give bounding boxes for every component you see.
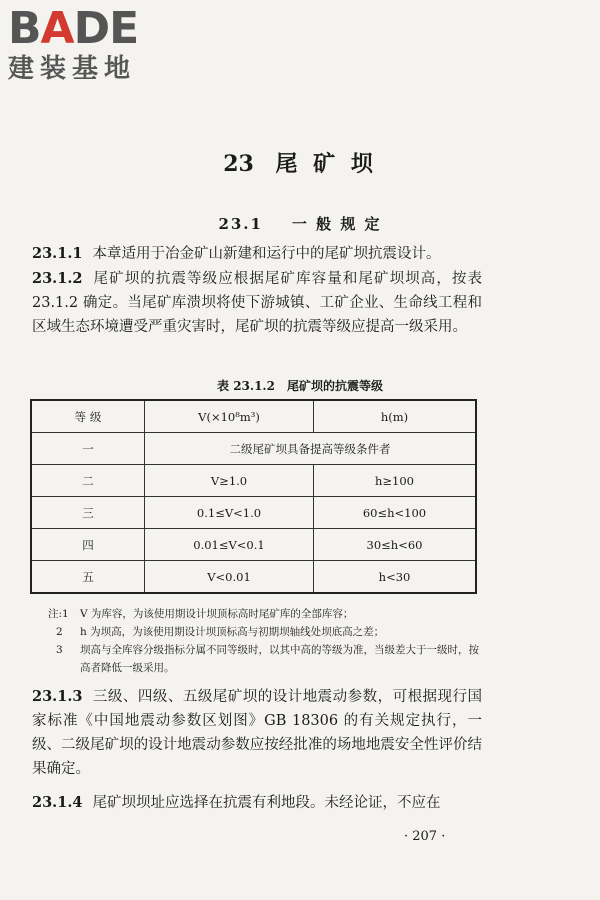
grade-cell: 二 xyxy=(31,465,145,497)
height-cell: 60≤h<100 xyxy=(314,497,477,529)
note-number xyxy=(48,605,69,623)
capacity-cell: 0.1≤V<1.0 xyxy=(145,497,314,529)
section-heading xyxy=(0,213,600,234)
clause-text: 本章适用于冶金矿山新建和运行中的尾矿坝抗震设计。 xyxy=(92,246,441,262)
note-item xyxy=(56,623,486,641)
note-text: V 为库容，为该使用期设计坝顶标高时尾矿库的全部库容； xyxy=(80,608,354,620)
clause-id: 23.1.2 xyxy=(32,270,83,287)
capacity-cell: 0.01≤V<0.1 xyxy=(145,529,314,561)
table-number: 表 23.1.2 xyxy=(217,379,275,393)
table-row xyxy=(31,561,476,594)
note-item xyxy=(56,641,486,677)
section-title: 一 般 规 定 xyxy=(291,215,382,233)
clause-text: 尾矿坝坝址应选择在抗震有利地段。未经论证，不应在 xyxy=(92,795,441,811)
logo-subtitle: 建装基地 xyxy=(8,54,137,84)
chapter-title: 尾 矿 坝 xyxy=(275,151,377,177)
table-caption xyxy=(0,377,600,394)
table-header-row xyxy=(31,400,476,433)
clause-id: 23.1.3 xyxy=(32,688,83,705)
grade-cell: 四 xyxy=(31,529,145,561)
logo-letter-b: B xyxy=(8,3,41,54)
table-row xyxy=(31,465,476,497)
merged-condition-cell: 二级尾矿坝具备提高等级条件者 xyxy=(145,433,477,465)
capacity-cell: V<0.01 xyxy=(145,561,314,594)
clause-23-1-4 xyxy=(32,791,482,815)
chapter-number: 23 xyxy=(223,151,254,177)
note-item xyxy=(48,605,486,623)
clause-id: 23.1.4 xyxy=(32,794,83,811)
table-row xyxy=(31,433,476,465)
capacity-cell: V≥1.0 xyxy=(145,465,314,497)
page-number: · 207 · xyxy=(404,829,446,844)
note-num: 1 xyxy=(62,608,69,620)
seismic-grade-table xyxy=(30,399,477,594)
note-text: h 为坝高，为该使用期设计坝顶标高与初期坝轴线处坝底高之差； xyxy=(80,626,385,638)
clause-23-1-3 xyxy=(32,685,482,781)
grade-cell: 五 xyxy=(31,561,145,594)
clause-23-1-2 xyxy=(32,267,482,339)
note-text: 坝高与全库容分级指标分属不同等级时，以其中高的等级为准，当级差大于一级时，按高者降低一级采用。 xyxy=(80,644,479,674)
bade-logo xyxy=(8,3,178,84)
header-capacity: V(×10⁸m³) xyxy=(145,400,314,433)
grade-cell: 三 xyxy=(31,497,145,529)
table-row xyxy=(31,497,476,529)
height-cell: 30≤h<60 xyxy=(314,529,477,561)
grade-cell: 一 xyxy=(31,433,145,465)
note-number: 2 xyxy=(56,626,63,638)
clause-text: 尾矿坝的抗震等级应根据尾矿库容量和尾矿坝坝高，按表 23.1.2 确定。当尾矿库溃坝将使下游城镇、工矿企业、生命线工程和区域生态环境遭受严重灾害时，尾矿坝的抗震等级应提高一级采用。 xyxy=(32,271,482,335)
header-height: h(m) xyxy=(314,400,477,433)
clause-text: 三级、四级、五级尾矿坝的设计地震动参数，可根据现行国家标准《中国地震动参数区划图》GB 18306 的有关规定执行，一级、二级尾矿坝的设计地震动参数应按经批准的场地地震安全性评价结果确定。 xyxy=(32,689,482,777)
logo-wordmark xyxy=(8,3,178,54)
table-title: 尾矿坝的抗震等级 xyxy=(286,379,383,393)
height-cell: h<30 xyxy=(314,561,477,594)
clause-id: 23.1.1 xyxy=(32,245,83,262)
chapter-heading xyxy=(0,147,600,178)
table-notes xyxy=(48,605,486,677)
clause-23-1-1 xyxy=(32,242,482,266)
height-cell: h≥100 xyxy=(314,465,477,497)
header-grade: 等 级 xyxy=(31,400,145,433)
logo-letters-de: DE xyxy=(73,3,139,54)
note-number: 3 xyxy=(56,644,63,656)
note-prefix: 注: xyxy=(48,608,63,620)
logo-letter-a: A xyxy=(40,3,74,54)
section-number: 23.1 xyxy=(218,215,263,233)
table-row xyxy=(31,529,476,561)
